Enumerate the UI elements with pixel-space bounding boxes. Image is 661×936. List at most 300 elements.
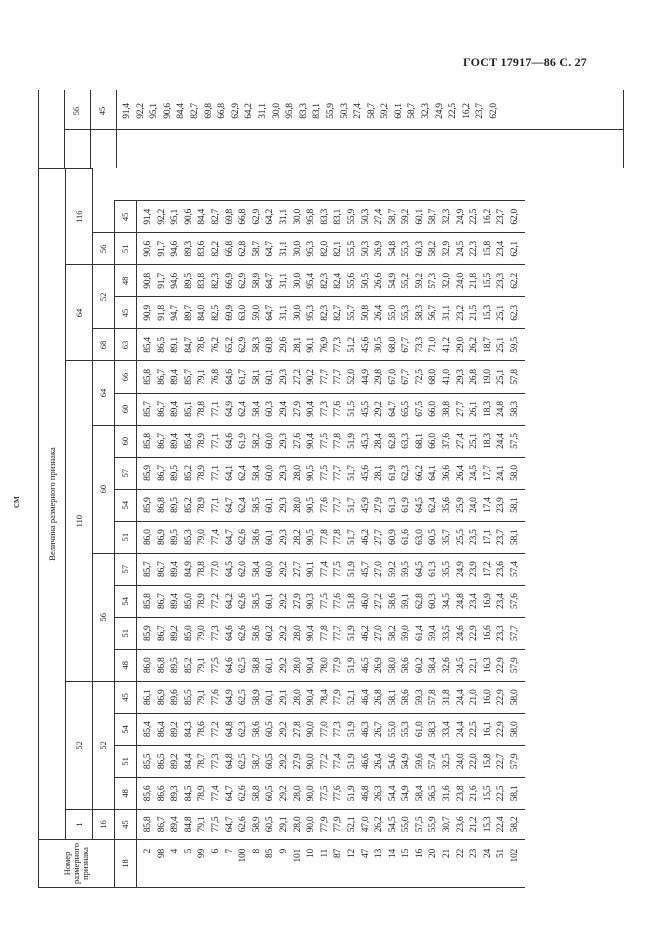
value-cell: 94,6: [169, 273, 181, 289]
level3-header: 45: [115, 809, 137, 839]
value-column: [137, 745, 525, 777]
value-column: [137, 297, 525, 329]
value-cell: 85,9: [142, 625, 153, 642]
level3-header: 66: [115, 361, 137, 393]
value-cell: 23,7: [474, 103, 486, 119]
value-cell: 26,4: [454, 465, 466, 481]
value-cell: 22,5: [447, 103, 459, 119]
value-cell: 58,3: [427, 721, 439, 738]
value-cell: 23,5: [468, 529, 480, 545]
value-cell: 58,0: [509, 465, 521, 481]
value-cell: 77,6: [332, 785, 344, 802]
value-cell: 64,5: [413, 497, 425, 513]
value-cell: 46,2: [359, 529, 371, 545]
value-cell: 95,1: [169, 209, 181, 225]
value-cell: 27,9: [291, 401, 303, 417]
value-cell: 58,2: [427, 241, 439, 257]
value-column: [137, 521, 525, 553]
level3-header: 45: [115, 681, 137, 713]
value-cell: 77,2: [209, 721, 221, 738]
value-cell: 66,8: [237, 209, 249, 225]
value-cell: 91,8: [155, 305, 167, 321]
value-cell: 64,5: [413, 561, 425, 577]
value-cell: 66,0: [427, 433, 439, 449]
value-cell: 16,2: [460, 103, 472, 119]
value-cell: 60,9: [386, 529, 398, 545]
value-cell: 82,4: [332, 273, 344, 289]
level3-header: 57: [115, 457, 137, 489]
level3-header: 48: [115, 265, 137, 297]
value-cell: 33,5: [441, 625, 453, 642]
value-cell: 23,9: [468, 561, 480, 577]
value-cell: 67,7: [400, 369, 412, 385]
value-cell: 50,3: [359, 209, 371, 225]
value-cell: 60,5: [264, 785, 276, 802]
value-cell: 58,3: [509, 401, 521, 417]
value-cell: 60,3: [264, 401, 276, 417]
value-cell: 63,0: [413, 529, 425, 545]
value-cell: 78,6: [196, 337, 208, 353]
value-cell: 29,0: [454, 337, 466, 353]
value-cell: 78,0: [318, 657, 330, 674]
value-cell: 58,6: [386, 593, 398, 610]
value-cell: 24,9: [454, 209, 466, 225]
level3-header: 51: [115, 617, 137, 649]
value-cell: 46,6: [359, 753, 371, 770]
value-cell: 89,2: [169, 721, 181, 738]
row-number: 99: [196, 848, 208, 858]
value-cell: 67,7: [400, 337, 412, 353]
value-cell: 82,3: [209, 273, 221, 289]
value-cell: 90,0: [305, 753, 317, 770]
value-cell: 52,1: [345, 816, 357, 833]
value-cell: 24,5: [454, 241, 466, 257]
rotated-page: [10, 48, 623, 888]
value-cell: 57,9: [509, 753, 521, 770]
value-cell: 61,9: [386, 465, 398, 481]
value-cell: 66,8: [223, 241, 235, 257]
value-cell: 58,4: [250, 561, 262, 577]
value-cell: 23,7: [495, 529, 507, 545]
value-cell: 31,8: [441, 689, 453, 706]
value-column: [137, 393, 525, 425]
value-cell: 55,0: [386, 721, 398, 738]
value-cell: 29,3: [454, 369, 466, 385]
value-cell: 89,5: [169, 465, 181, 481]
value-cell: 22,1: [468, 657, 480, 674]
value-cell: 58,7: [386, 209, 398, 225]
row-number: 10: [305, 848, 317, 858]
value-cell: 55,9: [324, 103, 336, 119]
value-cell: 60,1: [392, 103, 404, 119]
value-cell: 57,5: [509, 433, 521, 449]
value-cell: 29,3: [277, 497, 289, 513]
level2-sub-header: 60: [93, 425, 115, 553]
level3-header: 63: [115, 329, 137, 361]
unit-label: см: [10, 496, 22, 508]
value-cell: 59,0: [250, 305, 262, 321]
row-number: 98: [155, 848, 167, 858]
value-cell: 85,6: [142, 785, 153, 802]
value-cell: 89,6: [169, 689, 181, 706]
value-cell: 62,5: [237, 753, 249, 770]
value-cell: 45,7: [359, 561, 371, 577]
value-cell: 62,4: [237, 497, 249, 513]
value-cell: 22,4: [495, 816, 507, 833]
value-cell: 77,5: [318, 593, 330, 610]
value-cell: 28,0: [291, 689, 303, 706]
value-cell: 54,5: [386, 816, 398, 833]
value-cell: 85,8: [142, 593, 153, 610]
level2-header: 64: [66, 265, 93, 361]
value-cell: 62,9: [250, 209, 262, 225]
value-cell: 22,9: [495, 689, 507, 706]
value-cell: 83,3: [318, 209, 330, 225]
value-cell: 86,8: [155, 657, 167, 674]
value-cell: 50,5: [359, 273, 371, 289]
value-cell: 86,0: [142, 657, 153, 674]
value-cell: 29,1: [277, 816, 289, 833]
value-cell: 84,0: [196, 305, 208, 321]
row-number: 47: [359, 848, 371, 858]
value-cell: 77,9: [318, 816, 330, 833]
value-cell: 77,8: [318, 625, 330, 642]
value-cell: 26,8: [468, 369, 480, 385]
level2-header: 16: [93, 809, 115, 839]
value-cell: 23,7: [495, 209, 507, 225]
value-cell: 37,6: [441, 433, 453, 449]
value-cell: 66,9: [223, 273, 235, 289]
value-cell: 54,9: [386, 273, 398, 289]
value-cell: 86,9: [155, 689, 167, 706]
value-cell: 90,2: [305, 369, 317, 385]
value-cell: 27,7: [373, 529, 385, 545]
value-cell: 30,5: [373, 337, 385, 353]
value-cell: 32,3: [420, 103, 432, 119]
value-cell: 29,2: [373, 401, 385, 417]
value-cell: 55,0: [400, 816, 412, 833]
value-cell: 54,8: [386, 241, 398, 257]
value-cell: 76,9: [318, 337, 330, 353]
value-cell: 30,0: [291, 241, 303, 257]
value-cell: 77,1: [209, 433, 221, 449]
level2-sub-header: 52: [93, 681, 115, 809]
value-cell: 62,6: [237, 785, 249, 802]
value-cell: 85,9: [142, 497, 153, 513]
value-cell: 77,3: [209, 625, 221, 642]
value-column: [137, 681, 525, 713]
value-cell: 58,2: [509, 816, 521, 833]
value-cell: 89,3: [182, 241, 194, 257]
value-cell: 35,7: [441, 529, 453, 545]
value-cell: 85,1: [182, 401, 194, 417]
value-cell: 29,6: [277, 337, 289, 353]
value-cell: 86,5: [155, 337, 167, 353]
value-cell: 46,5: [359, 657, 371, 674]
value-cell: 26,3: [373, 785, 385, 802]
value-cell: 82,3: [318, 273, 330, 289]
value-cell: 86,1: [142, 689, 153, 706]
value-cell: 28,0: [291, 465, 303, 481]
value-cell: 62,9: [237, 273, 249, 289]
value-cell: 60,1: [413, 209, 425, 225]
value-cell: 89,5: [169, 497, 181, 513]
value-cell: 90,5: [305, 529, 317, 545]
value-cell: 90,1: [305, 337, 317, 353]
value-cell: 64,7: [386, 401, 398, 417]
value-cell: 60,1: [264, 657, 276, 674]
value-cell: 62,4: [237, 465, 249, 481]
value-cell: 58,6: [250, 721, 262, 738]
value-cell: 55,7: [345, 305, 357, 321]
value-cell: 55,6: [345, 273, 357, 289]
value-cell: 77,1: [209, 401, 221, 417]
value-cell: 25,1: [495, 337, 507, 353]
row-number: 14: [386, 848, 398, 858]
value-cell: 58,9: [250, 273, 262, 289]
value-cell: 60,2: [413, 657, 425, 674]
value-cell: 60,1: [264, 369, 276, 385]
value-cell: 89,4: [169, 593, 181, 610]
value-column: [137, 617, 525, 649]
value-cell: 90,4: [305, 689, 317, 706]
value-cell: 58,7: [250, 241, 262, 257]
value-cell: 77,4: [318, 561, 330, 577]
value-cell: 61,9: [400, 497, 412, 513]
value-cell: 71,0: [427, 337, 439, 353]
value-cell: 58,6: [400, 657, 412, 674]
value-cell: 61,9: [237, 433, 249, 449]
value-cell: 60,5: [264, 753, 276, 770]
value-cell: 38,8: [441, 401, 453, 417]
value-cell: 94,7: [169, 305, 181, 321]
value-cell: 85,5: [142, 753, 153, 770]
value-cell: 58,4: [250, 465, 262, 481]
value-cell: 21,5: [468, 305, 480, 321]
value-cell: 64,2: [264, 209, 276, 225]
value-cell: 90,4: [305, 625, 317, 642]
value-cell: 16,6: [481, 625, 493, 642]
value-cell: 78,9: [196, 593, 208, 610]
value-cell: 62,9: [229, 103, 241, 119]
value-cell: 46,2: [359, 625, 371, 642]
value-cell: 58,1: [509, 497, 521, 513]
value-column: [137, 649, 525, 681]
level2-sub-header: 64: [93, 361, 115, 425]
value-cell: 64,6: [223, 369, 235, 385]
value-cell: 32,3: [441, 209, 453, 225]
value-cell: 23,8: [454, 785, 466, 802]
value-cell: 62,8: [413, 593, 425, 610]
value-cell: 26,9: [373, 241, 385, 257]
row-number: 21: [441, 848, 453, 858]
value-cell: 64,7: [264, 273, 276, 289]
value-cell: 55,9: [427, 816, 439, 833]
value-cell: 82,0: [318, 241, 330, 257]
row-number: 7: [223, 848, 235, 854]
value-cell: 27,9: [291, 593, 303, 610]
value-cell: 90,3: [305, 593, 317, 610]
value-cell: 64,6: [223, 433, 235, 449]
value-cell: 90,4: [305, 657, 317, 674]
value-cell: 62,0: [488, 103, 500, 119]
value-cell: 31,6: [441, 785, 453, 802]
value-cell: 55,9: [345, 209, 357, 225]
value-cell: 89,5: [169, 529, 181, 545]
value-cell: 28,0: [291, 625, 303, 642]
value-cell: 86,4: [155, 721, 167, 738]
value-cell: 62,5: [237, 657, 249, 674]
value-cell: 90,6: [182, 209, 194, 225]
value-column: [137, 777, 525, 809]
table-tail: [38, 90, 623, 168]
value-cell: 62,6: [237, 625, 249, 642]
value-cell: 89,5: [182, 273, 194, 289]
value-cell: 57,9: [509, 657, 521, 674]
row-number: 5: [182, 848, 194, 854]
value-cell: 59,5: [400, 561, 412, 577]
value-cell: 79,1: [196, 689, 208, 706]
value-cell: 26,2: [468, 337, 480, 353]
value-cell: 61,7: [237, 369, 249, 385]
value-cell: 58,1: [509, 529, 521, 545]
value-cell: 57,8: [509, 369, 521, 385]
value-cell: 64,7: [223, 816, 235, 833]
value-cell: 32,9: [441, 241, 453, 257]
value-cell: 62,6: [237, 593, 249, 610]
value-cell: 50,3: [359, 241, 371, 257]
value-cell: 79,1: [196, 816, 208, 833]
value-cell: 25,1: [495, 369, 507, 385]
value-cell: 64,5: [223, 561, 235, 577]
value-cell: 58,7: [365, 103, 377, 119]
value-cell: 61,0: [413, 721, 425, 738]
value-cell: 51,2: [345, 337, 357, 353]
value-cell: 51,7: [345, 497, 357, 513]
value-cell: 15,5: [481, 273, 493, 289]
value-cell: 56,5: [427, 785, 439, 802]
level3-header: 18: [115, 839, 137, 887]
value-cell: 34,5: [441, 593, 453, 610]
value-cell: 68,0: [386, 337, 398, 353]
value-cell: 77,6: [332, 401, 344, 417]
value-cell: 55,3: [400, 305, 412, 321]
value-cell: 24,4: [495, 433, 507, 449]
value-cell: 27,2: [291, 369, 303, 385]
value-cell: 58,6: [250, 529, 262, 545]
value-cell: 16,1: [481, 721, 493, 738]
value-cell: 68,1: [413, 433, 425, 449]
value-cell: 62,3: [237, 721, 249, 738]
value-cell: 77,9: [332, 657, 344, 674]
value-cell: 24,5: [454, 657, 466, 674]
value-cell: 77,6: [318, 497, 330, 513]
value-cell: 24,5: [468, 465, 480, 481]
value-cell: 85,3: [182, 529, 194, 545]
value-cell: 28,0: [291, 497, 303, 513]
value-cell: 46,4: [359, 689, 371, 706]
value-cell: 86,7: [155, 816, 167, 833]
value-cell: 16,3: [481, 657, 493, 674]
value-cell: 58,3: [250, 337, 262, 353]
value-cell: 84,4: [182, 753, 194, 770]
value-cell: 72,5: [413, 369, 425, 385]
value-cell: 90,0: [305, 816, 317, 833]
value-cell: 89,4: [169, 433, 181, 449]
value-cell: 23,4: [495, 241, 507, 257]
value-cell: 77,6: [209, 689, 221, 706]
value-cell: 28,0: [291, 657, 303, 674]
row-number: 101: [291, 848, 303, 863]
value-cell: 84,7: [182, 337, 194, 353]
value-cell: 66,2: [413, 465, 425, 481]
level1-header: 116: [66, 169, 93, 265]
value-cell: 32,5: [441, 753, 453, 770]
value-cell: 77,5: [209, 816, 221, 833]
value-column: [137, 201, 525, 233]
value-cell: 18,3: [481, 401, 493, 417]
value-cell: 15,8: [481, 241, 493, 257]
value-cell: 58,8: [250, 785, 262, 802]
value-cell: 24,8: [495, 401, 507, 417]
value-cell: 77,7: [332, 465, 344, 481]
value-cell: 16,2: [481, 209, 493, 225]
value-cell: 45,6: [359, 337, 371, 353]
value-cell: 54,9: [400, 785, 412, 802]
value-cell: 22,9: [468, 625, 480, 642]
value-cell: 62,5: [237, 689, 249, 706]
value-cell: 86,7: [155, 433, 167, 449]
level2-header: 52: [66, 681, 93, 809]
value-cell: 18,7: [481, 337, 493, 353]
value-cell: 32,6: [441, 657, 453, 674]
level1-header: 110: [66, 361, 93, 681]
value-cell: 24,6: [454, 625, 466, 642]
value-cell: 60,0: [264, 433, 276, 449]
value-cell: 59,4: [427, 625, 439, 642]
value-cell: 29,2: [277, 753, 289, 770]
value-cell: 62,2: [509, 273, 521, 289]
value-cell: 35,5: [441, 561, 453, 577]
value-cell: 65,5: [400, 401, 412, 417]
value-cell: 54,6: [386, 753, 398, 770]
value-cell: 77,8: [332, 433, 344, 449]
value-cell: 78,8: [196, 561, 208, 577]
value-cell: 61,4: [413, 625, 425, 642]
value-cell: 86,0: [142, 529, 153, 545]
measurements-table: [38, 168, 525, 888]
value-cell: 58,9: [250, 816, 262, 833]
value-cell: 85,4: [142, 337, 153, 353]
value-cell: 28,1: [291, 337, 303, 353]
value-cell: 22,0: [468, 753, 480, 770]
value-cell: 68,0: [427, 369, 439, 385]
value-cell: 85,2: [182, 465, 194, 481]
value-cell: 86,9: [155, 529, 167, 545]
value-cell: 62,4: [427, 497, 439, 513]
value-cell: 58,7: [427, 209, 439, 225]
value-cell: 17,1: [481, 529, 493, 545]
value-cell: 62,0: [509, 209, 521, 225]
value-cell: 27,7: [454, 401, 466, 417]
value-cell: 82,7: [209, 209, 221, 225]
value-cell: 64,1: [427, 465, 439, 481]
value-cell: 89,2: [169, 625, 181, 642]
value-cell: 89,1: [169, 337, 181, 353]
value-cell: 85,8: [142, 369, 153, 385]
value-cell: 52,1: [345, 689, 357, 706]
value-cell: 60,1: [264, 689, 276, 706]
